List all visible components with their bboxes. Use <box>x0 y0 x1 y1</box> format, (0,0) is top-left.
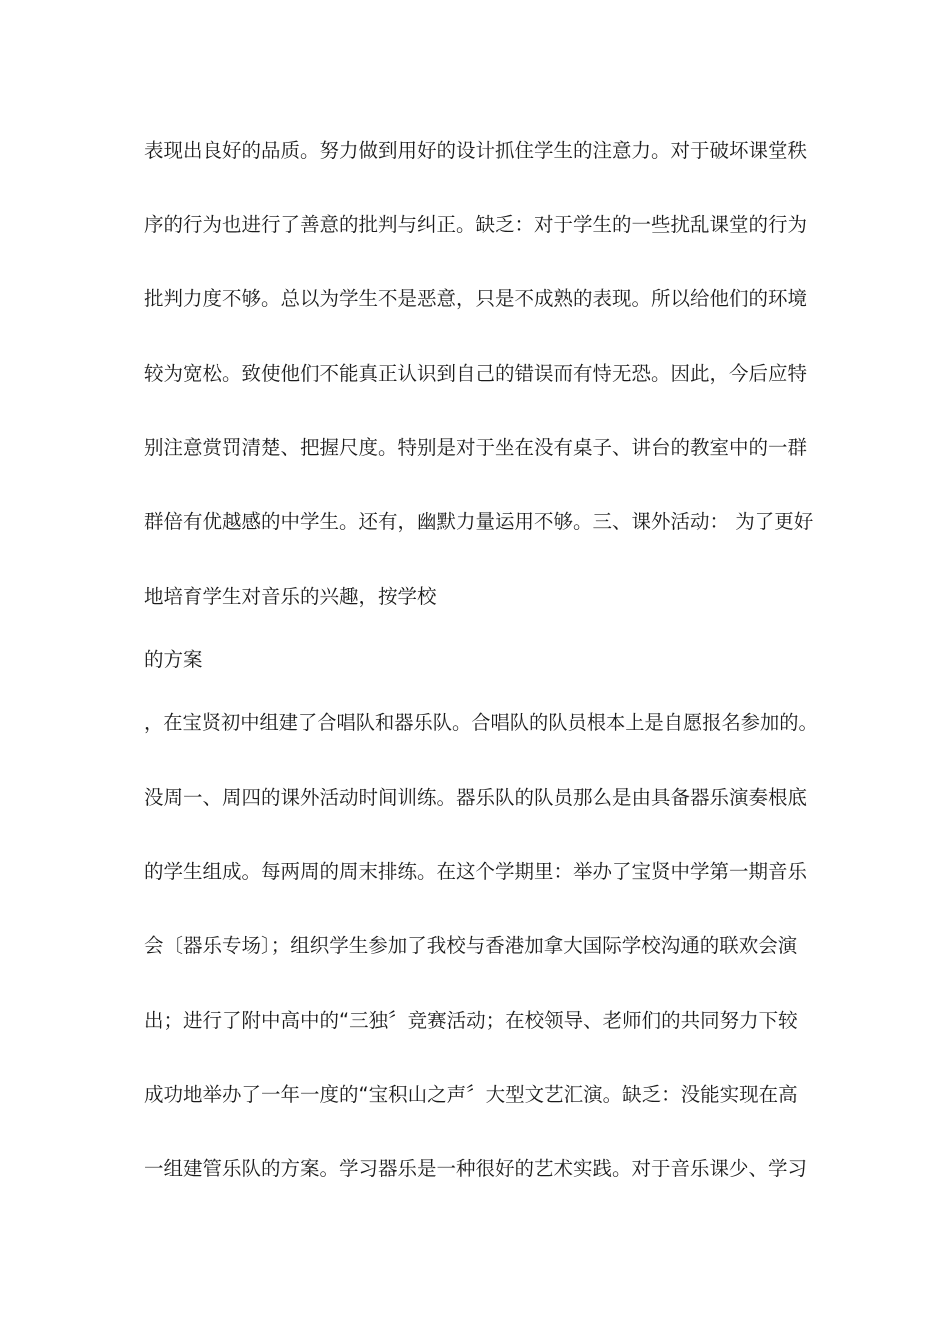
text-line-12: 会〔器乐专场〕；组织学生参加了我校与香港加拿大国际学校沟通的联欢会演 <box>144 934 798 957</box>
text-line-4: 较为宽松。致使他们不能真正认识到自己的错误而有恃无恐。因此，今后应特 <box>144 362 808 385</box>
text-line-9: ，在宝贤初中组建了合唱队和器乐队。合唱队的队员根本上是自愿报名参加的。 <box>144 711 818 734</box>
text-line-1: 表现出良好的品质。努力做到用好的设计抓住学生的注意力。对于破坏课堂秩 <box>144 139 808 162</box>
text-line-13: 出；进行了附中高中的“三独〞竞赛活动；在校领导、老师们的共同努力下较 <box>144 1009 798 1032</box>
text-line-14: 成功地举办了一年一度的“宝积山之声〞大型文艺汇演。缺乏：没能实现在高 <box>144 1083 798 1106</box>
text-line-8: 的方案 <box>144 648 203 671</box>
text-line-7: 地培育学生对音乐的兴趣，按学校 <box>144 585 437 608</box>
text-line-5: 别注意赏罚清楚、把握尺度。特别是对于坐在没有桌子、讲台的教室中的一群 <box>144 436 808 459</box>
text-line-10: 没周一、周四的课外活动时间训练。器乐队的队员那么是由具备器乐演奏根底 <box>144 786 808 809</box>
text-line-2: 序的行为也进行了善意的批判与纠正。缺乏：对于学生的一些扰乱课堂的行为 <box>144 213 808 236</box>
text-line-3: 批判力度不够。总以为学生不是恶意，只是不成熟的表现。所以给他们的环境 <box>144 287 808 310</box>
text-line-11: 的学生组成。每两周的周末排练。在这个学期里：举办了宝贤中学第一期音乐 <box>144 860 808 883</box>
text-line-6: 群倍有优越感的中学生。还有，幽默力量运用不够。三、课外活动： 为了更好 <box>144 510 814 533</box>
text-line-15: 一组建管乐队的方案。学习器乐是一种很好的艺术实践。对于音乐课少、学习 <box>144 1157 808 1180</box>
